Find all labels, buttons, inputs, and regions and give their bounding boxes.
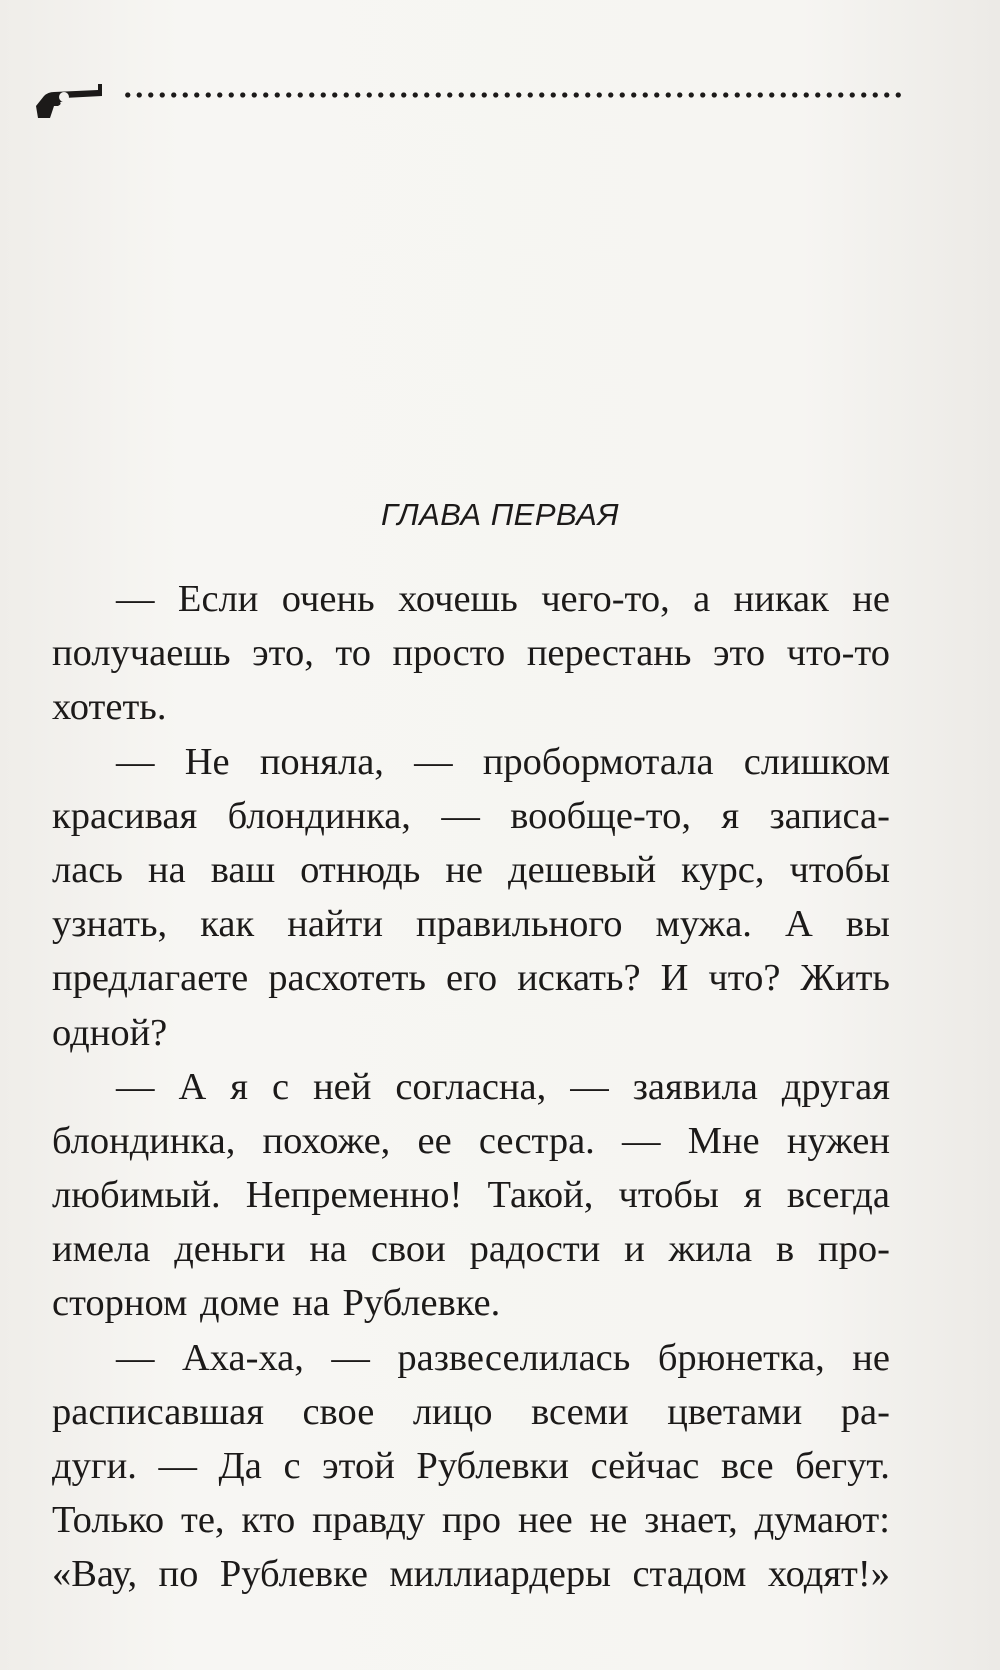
word: это, <box>252 632 314 675</box>
word: заявила <box>632 1065 758 1108</box>
word: отнюдь <box>300 848 421 891</box>
word: — <box>570 1065 609 1108</box>
word: на <box>309 1228 348 1271</box>
word: блондинка, <box>227 794 411 837</box>
word: Жить <box>800 957 890 1000</box>
word: Не <box>184 740 230 783</box>
text-line <box>52 626 890 680</box>
text-line <box>52 843 890 897</box>
word: Да <box>218 1445 262 1487</box>
word: вообще-то, <box>510 794 691 837</box>
word: свое <box>302 1390 375 1433</box>
word: А <box>785 903 813 946</box>
word: я <box>743 1174 762 1217</box>
word: свои <box>370 1228 446 1271</box>
word: а <box>693 578 711 620</box>
chapter-text <box>52 572 890 1602</box>
word: правильного <box>416 903 623 946</box>
word: — <box>116 1065 155 1108</box>
word: про- <box>818 1228 890 1271</box>
word: знает, <box>644 1499 738 1542</box>
word: как <box>200 903 255 946</box>
word: ней <box>313 1065 372 1108</box>
word: предлагаете <box>52 957 249 1000</box>
word: бегут. <box>795 1445 890 1487</box>
word: миллиардеры <box>389 1553 611 1596</box>
text-line <box>52 572 890 626</box>
word: на <box>147 848 186 891</box>
word: сестра. <box>478 1119 595 1162</box>
word: с <box>271 1065 290 1108</box>
text-line <box>52 1439 890 1493</box>
word: слишком <box>743 740 890 783</box>
text-line <box>52 1493 890 1547</box>
word: цветами <box>667 1390 803 1433</box>
word: всеми <box>531 1390 629 1433</box>
revolver-icon <box>34 80 104 120</box>
word: Мне <box>687 1119 760 1162</box>
text-line <box>52 735 890 789</box>
word: Такой, <box>487 1174 594 1217</box>
chapter-title: ГЛАВА ПЕРВАЯ <box>381 497 619 532</box>
word: чтобы <box>618 1174 719 1217</box>
word: что-то <box>786 632 890 675</box>
word: А <box>178 1065 207 1108</box>
word: деньги <box>174 1228 286 1271</box>
word: я <box>721 794 740 837</box>
word: — <box>622 1119 661 1162</box>
word: все <box>720 1445 774 1487</box>
word: согласна, <box>395 1065 547 1108</box>
word: — <box>116 578 155 620</box>
word: узнать, <box>52 903 168 946</box>
word: не <box>589 1499 628 1542</box>
dotted-rule <box>122 92 904 98</box>
word: ра- <box>840 1390 890 1433</box>
word: брюнетка, <box>657 1336 825 1379</box>
word: Непременно! <box>245 1174 463 1217</box>
word: сейчас <box>590 1445 700 1487</box>
word: блондинка, <box>52 1119 236 1162</box>
text-line <box>52 1222 890 1276</box>
word: ее <box>417 1119 452 1162</box>
word: вы <box>845 903 890 946</box>
word: похоже, <box>262 1119 391 1162</box>
header-ornament <box>34 72 904 122</box>
text-line: сторном доме на Рублевке. <box>52 1282 501 1325</box>
word: — <box>441 794 480 837</box>
text-line <box>52 789 890 843</box>
text-line <box>52 897 890 951</box>
word: расписавшая <box>52 1390 264 1433</box>
word: Рублевки <box>416 1445 569 1487</box>
word: искать? <box>517 957 641 1000</box>
word: Аха-ха, <box>181 1336 304 1379</box>
text-line <box>52 1060 890 1114</box>
text-line: одной? <box>52 1011 168 1054</box>
word: чего-то, <box>541 578 670 620</box>
word: найти <box>287 903 383 946</box>
word: то <box>335 632 371 675</box>
word: ходят!» <box>767 1553 890 1596</box>
word: расхотеть <box>268 957 426 1000</box>
word: просто <box>392 632 506 675</box>
word: И <box>660 957 689 1000</box>
word: красивая <box>52 794 198 837</box>
word: — <box>331 1336 370 1379</box>
word: — <box>116 740 155 783</box>
word: другая <box>781 1065 890 1108</box>
word: пробормотала <box>482 740 714 783</box>
word: ваш <box>210 848 276 891</box>
word: дуги. <box>52 1445 137 1487</box>
word: думают: <box>754 1499 890 1542</box>
word: это <box>713 632 766 675</box>
word: хочешь <box>398 578 518 620</box>
word: «Вау, <box>52 1553 138 1596</box>
word: дешевый <box>508 848 657 891</box>
word: не <box>852 1336 890 1379</box>
word: получаешь <box>52 632 231 675</box>
text-line <box>52 1168 890 1222</box>
word: имела <box>52 1228 151 1271</box>
text-line <box>52 1385 890 1439</box>
word: я <box>230 1065 248 1108</box>
word: записа- <box>769 794 890 837</box>
word: те, <box>181 1499 225 1542</box>
word: и <box>624 1228 645 1271</box>
word: в <box>775 1228 795 1271</box>
word: про <box>441 1499 502 1542</box>
word: никак <box>733 578 829 620</box>
word: — <box>158 1445 197 1487</box>
word: с <box>283 1445 301 1487</box>
word: что? <box>708 957 781 1000</box>
word: радости <box>469 1228 601 1271</box>
word: этой <box>322 1445 395 1487</box>
word: очень <box>281 578 375 620</box>
word: лицо <box>412 1390 493 1433</box>
word: нужен <box>786 1119 890 1162</box>
word: любимый. <box>52 1174 221 1217</box>
word: не <box>852 578 890 620</box>
word: Рублевке <box>219 1553 368 1596</box>
word: развеселилась <box>397 1336 631 1379</box>
word: чтобы <box>789 848 890 891</box>
word: по <box>158 1553 199 1596</box>
word: кто <box>241 1499 296 1542</box>
word: перестань <box>526 632 692 675</box>
text-line <box>52 951 890 1005</box>
word: поняла, <box>259 740 384 783</box>
word: — <box>116 1336 155 1379</box>
word: курс, <box>681 848 765 891</box>
word: нее <box>517 1499 573 1542</box>
word: всегда <box>786 1174 890 1217</box>
text-line <box>52 1114 890 1168</box>
word: лась <box>52 848 123 891</box>
word: — <box>414 740 453 783</box>
word: его <box>446 957 498 1000</box>
word: Только <box>52 1499 165 1542</box>
text-line: хотеть. <box>52 686 167 729</box>
text-line <box>52 1331 890 1385</box>
word: стадом <box>632 1553 747 1596</box>
word: мужа. <box>655 903 752 946</box>
word: не <box>445 848 484 891</box>
word: правду <box>312 1499 426 1542</box>
word: жила <box>668 1228 753 1271</box>
word: Если <box>177 578 259 620</box>
text-line <box>52 1547 890 1601</box>
